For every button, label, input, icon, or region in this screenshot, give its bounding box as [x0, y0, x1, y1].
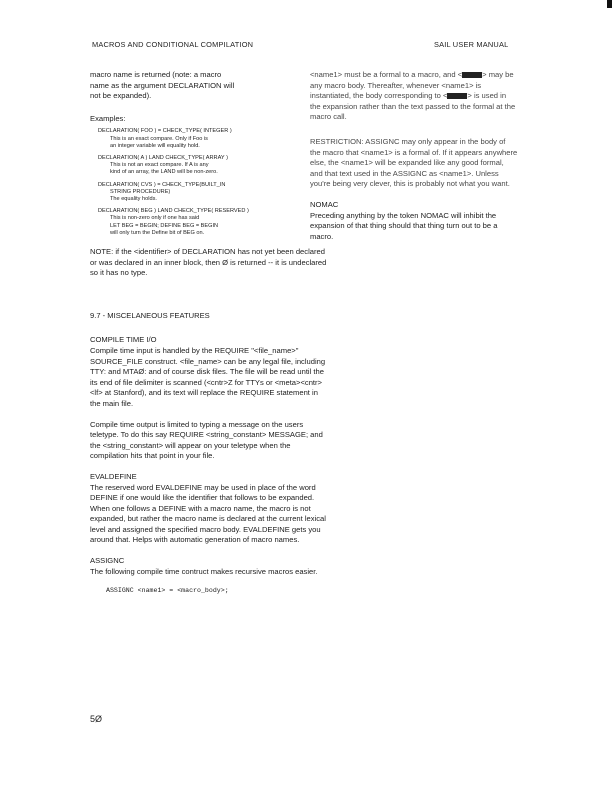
- example-note: STRING PROCEDURE): [110, 188, 171, 195]
- restriction-paragraph: RESTRICTION: ASSIGNC may only appear in the body of the macro that <name1> is a formal of. If it appears anywhere else, the <name1> will be expanded like any good formal, and that text used in the ASSIGNC as <name1>. Unless you're being very clever, this is probably not what you want.: [310, 136, 518, 189]
- examples-list: [98, 128, 328, 237]
- example-note: The equality holds.: [110, 196, 157, 202]
- example-code: DECLARATION( FOO ) = CHECK_TYPE( INTEGER ): [98, 128, 232, 135]
- example-note: will only turn the Define bit of BEG on.: [110, 229, 205, 236]
- nomac-heading: NOMAC: [310, 199, 339, 209]
- evaldefine-paragraph: The reserved word EVALDEFINE may be used in place of the word DEFINE if one would like the identifier that follows to be expanded. When one follows a DEFINE with a macro name, the macro is not expanded, but rather the macro name is declared at the current lexical level and assigned the specified macro body. EVALDEFINE gets you around that. Helps with automatic generation of macro names.: [90, 482, 326, 545]
- compile-time-io-paragraph-2: Compile time output is limited to typing a message on the users teletype. To do this say REQUIRE <string_constant> MESSAGE; and the <string_constant> will appear on your teletype when the compilation hits that point in your file.: [90, 419, 323, 461]
- example-note: an integer variable will equality hold.: [110, 142, 200, 149]
- compile-time-io-heading: COMPILE TIME I/O: [90, 335, 157, 345]
- page-number: 5Ø: [90, 714, 103, 724]
- continued-paragraph: macro name is returned (note: a macro name as the argument DECLARATION will not be expanded).: [90, 70, 235, 101]
- left-column: [90, 70, 328, 597]
- ink-blot: [462, 72, 482, 78]
- assignc-paragraph: The following compile time contruct makes recursive macros easier.: [90, 566, 318, 576]
- assignc-expl-part-1: <name1> must be a formal to a macro, and <: [310, 70, 463, 79]
- example-note: This is an exact compare. Only if Foo is: [110, 135, 208, 142]
- example-item: [98, 155, 328, 177]
- example-code: DECLARATION( A ) LAND CHECK_TYPE( ARRAY ): [98, 154, 228, 161]
- assignc-code: ASSIGNC <name1> = <macro_body>;: [106, 587, 229, 595]
- example-note: LET BEG = BEGIN; DEFINE BEG = BEGIN: [110, 222, 219, 229]
- assignc-expl-part-2: > may be any macro body. Thereafter, whenever <name1> is instantiated, the body corresponding to <: [310, 70, 514, 101]
- example-item: [98, 128, 328, 150]
- ink-blot: [447, 93, 467, 99]
- note-paragraph: NOTE: if the <identifier> of DECLARATION has not yet been declared or was declared in an inner block, then Ø is returned -- it is undeclared so it has no type.: [90, 247, 327, 278]
- right-column: [310, 70, 518, 242]
- running-header-left: MACROS AND CONDITIONAL COMPILATION: [92, 40, 254, 49]
- evaldefine-heading: EVALDEFINE: [90, 471, 137, 481]
- example-note: kind of an array, the LAND will be non-zero.: [110, 169, 218, 176]
- page-corner-mark: [607, 0, 612, 8]
- assignc-heading: ASSIGNC: [90, 556, 125, 566]
- section-title: 9.7 - MISCELANEOUS FEATURES: [90, 310, 210, 320]
- example-note: This is not an exact compare. If A is any: [110, 162, 209, 169]
- example-note: This is non-zero only if one has said: [110, 215, 200, 222]
- assignc-expl-part-3: > is used in the expansion rather than the text passed to the formal at the macro call.: [310, 91, 516, 122]
- example-code: DECLARATION( CVS ) = CHECK_TYPE(BUILT_IN: [98, 181, 226, 188]
- running-header-right: SAIL USER MANUAL: [434, 40, 509, 49]
- example-code: DECLARATION( BEG ) LAND CHECK_TYPE( RESERVED ): [98, 208, 249, 215]
- assignc-explanation: [310, 70, 518, 123]
- examples-label: Examples:: [90, 113, 126, 123]
- example-item: [98, 208, 328, 237]
- compile-time-io-paragraph-1: Compile time input is handled by the REQUIRE "<file_name>" SOURCE_FILE construct. <file_name> can be any legal file, including TTY: and MTAØ: and of course disk files. The file will be read until the its end of file delimiter is scanned (<cntr>Z for TTYs or <meta><cntr><lf> at Stanford), and its text will replace the REQUIRE statement in the main file.: [90, 345, 326, 408]
- example-item: [98, 182, 328, 204]
- nomac-paragraph: Preceding anything by the token NOMAC will inhibit the expansion of that thing should that thing turn out to be a macro.: [310, 210, 498, 241]
